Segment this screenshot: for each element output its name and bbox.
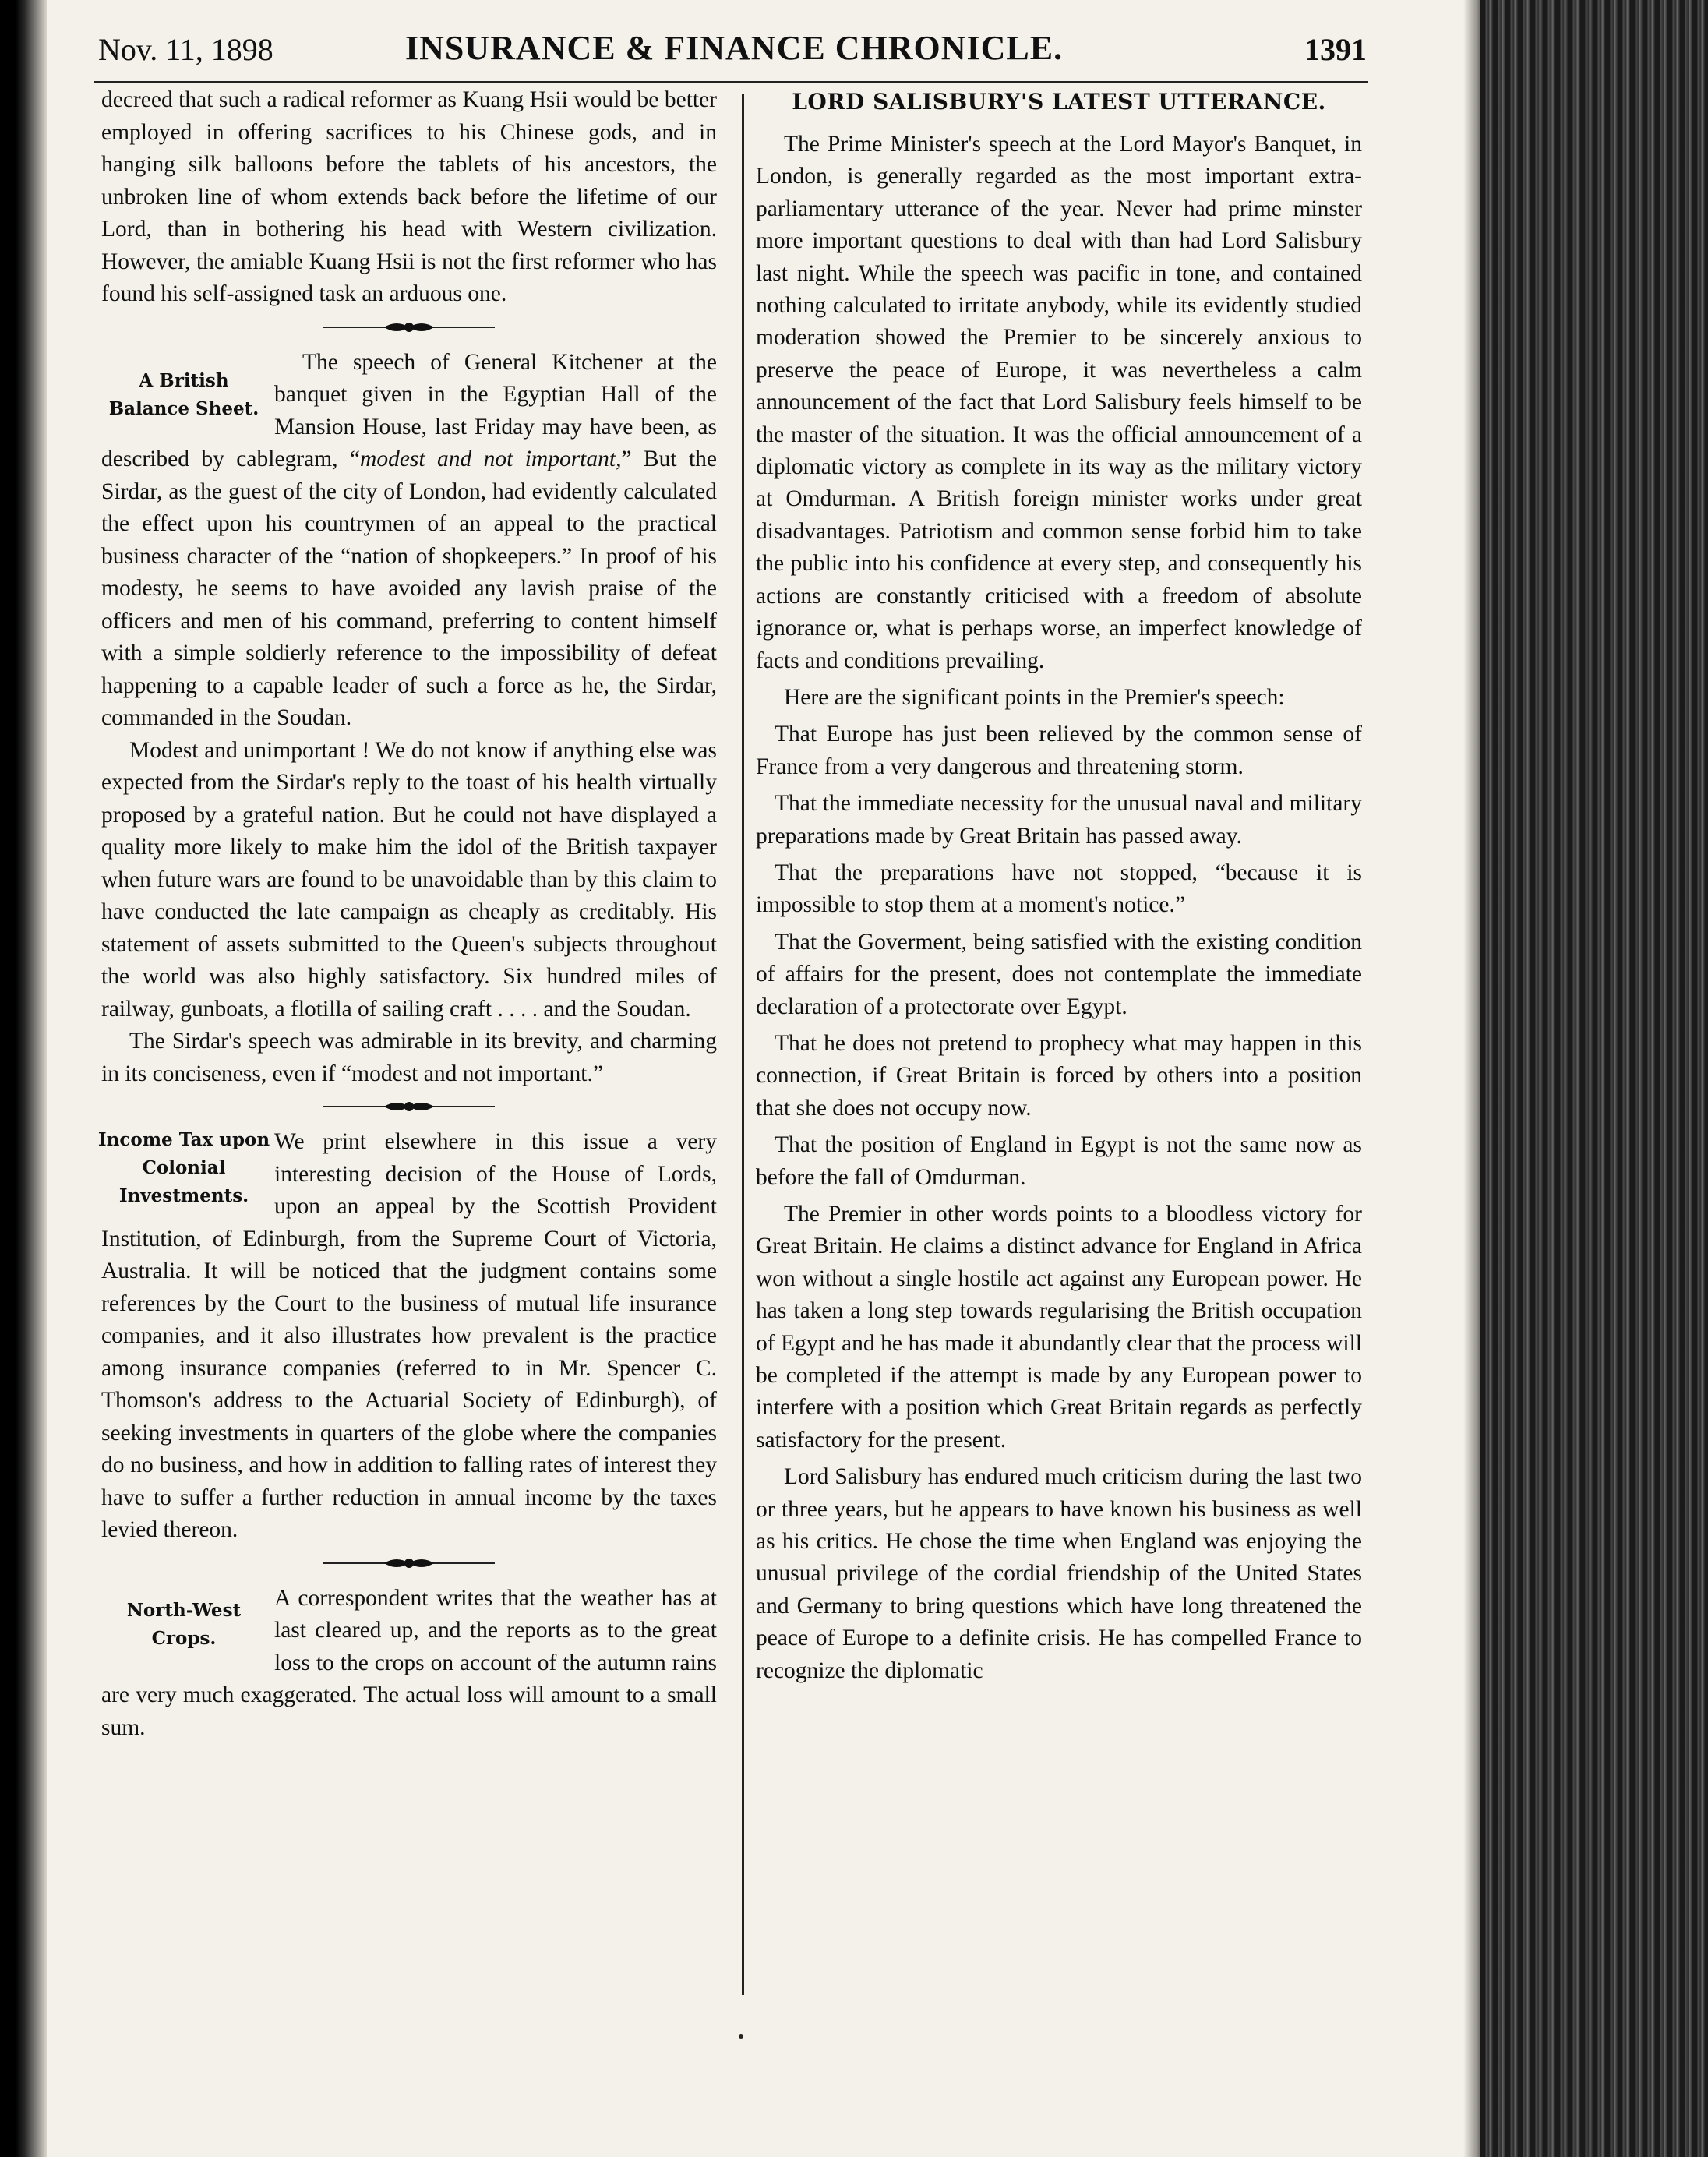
side-heading-british-balance-sheet: A British Balance Sheet. xyxy=(108,369,259,419)
issue-date: Nov. 11, 1898 xyxy=(98,32,273,67)
speech-point: That the immediate necessity for the unusual naval and military preparations made by Great Britain has passed away. xyxy=(756,791,1362,849)
page-number: 1391 xyxy=(1304,32,1367,67)
column-rule xyxy=(742,94,744,1995)
publication-title: INSURANCE & FINANCE CHRONICLE. xyxy=(405,29,1064,67)
ornament-divider-icon xyxy=(101,311,717,347)
side-heading-income-tax: Income Tax upon Colonial Investments. xyxy=(97,1129,270,1206)
intro-paragraph: decreed that such a radical reformer as Kuang Hsii would be better employed in offering sacrifices to his Chinese gods, and in hanging silk balloons before the tablets of his ancestors, the unbroken line of whom extends back before the lifetime of our Lord, than in bothering his head with Western civilization. However, the amiable Kuang Hsii is not the first reformer who has found his self-assigned task an arduous one. xyxy=(101,87,717,306)
speech-point: That the preparations have not stopped, “because it is impossible to stop them at a moment's notice.” xyxy=(756,860,1362,918)
print-speck xyxy=(739,2034,743,2039)
article-paragraph-4: Lord Salisbury has endured much criticism during the last two or three years, but he appears to have known his business as well as his critics. He chose the time when England was enjoying the unusual privilege of the cordial friendship of the United States and Germany to bring questions which have long threatened the peace of Europe to a definite crisis. He has compelled France to recognize the diplomatic xyxy=(756,1464,1362,1683)
article-paragraph-2: Here are the significant points in the Premier's speech: xyxy=(784,684,1285,710)
ornament-divider-icon xyxy=(101,1090,717,1126)
speech-point: That Europe has just been relieved by the common sense of France from a very dangerous and threatening storm. xyxy=(756,722,1362,779)
balance-sheet-paragraph-1: The speech of General Kitchener at the banquet given in the Egyptian Hall of the Mansion House, last Friday may have been, as described by cablegram, “modest and not important,” But the Sirdar, as the guest of the city of London, had evidently calculated the effect upon his countrymen of an appeal to the practical business character of the “nation of shopkeepers.” In proof of his modesty, he seems to have avoided any lavish praise of the officers and men of his command, preferring to content himself with a simple soldierly reference to the impossibility of defeat happening to a capable leader of such a force as he, the Sirdar, commanded in the Soudan. xyxy=(101,349,717,730)
speech-point: That the position of England in Egypt is not the same now as before the fall of Omdurman. xyxy=(756,1132,1362,1190)
speech-point: That he does not pretend to prophecy what may happen in this connection, if Great Britain is forced by others into a position that she does not occupy now. xyxy=(756,1030,1362,1121)
speech-point: That the Goverment, being satisfied with the existing condition of affairs for the present, does not contemplate the immediate declaration of a protectorate over Egypt. xyxy=(756,929,1362,1019)
north-west-crops-section xyxy=(101,1583,717,1745)
article-paragraph-1: The Prime Minister's speech at the Lord Mayor's Banquet, in London, is generally regarded as the most important extra-parliamentary utterance of the year. Never had prime minster more important questions to deal with than had Lord Salisbury last night. While the speech was pacific in tone, and contained nothing calculated to irritate anybody, while its evidently studied moderation showed the Premier to be sincerely anxious to preserve the peace of Europe, it was nevertheless a calm announcement of the fact that Lord Salisbury feels himself to be the master of the situation. It was the official announcement of a diplomatic victory as complete in its way as the military victory at Omdurman. A British foreign minister works under great disadvantages. Patriotism and common sense forbid him to take the public into his confidence at every step, and consequently his actions are constantly criticised with a freedom of absolute ignorance or, what is perhaps worse, an imperfect knowledge of facts and conditions prevailing. xyxy=(756,132,1362,673)
page-binding-edge xyxy=(0,0,47,2157)
page-stack-edge xyxy=(1480,0,1708,2157)
header-rule xyxy=(94,81,1368,83)
right-column xyxy=(756,84,1362,1687)
north-west-crops-paragraph: A correspondent writes that the weather has at last cleared up, and the reports as to the great loss to the crops on account of the autumn rains are very much exaggerated. The actual loss will amount to a small sum. xyxy=(101,1585,717,1740)
ornament-divider-icon xyxy=(101,1547,717,1583)
article-paragraph-3: The Premier in other words points to a bloodless victory for Great Britain. He claims a distinct advance for England in Africa won without a single hostile act against any European power. He has taken a long step towards regularising the British occupation of Egypt and he has made it abundantly clear that the process will be completed if the attempt is made by any European power to interfere with a position which Great Britain regards as perfectly satisfactory for the present. xyxy=(756,1202,1362,1453)
side-heading-north-west-crops: North-West Crops. xyxy=(126,1599,242,1649)
left-column xyxy=(97,84,717,1744)
balance-sheet-paragraph-2: Modest and unimportant ! We do not know if anything else was expected from the Sirdar's reply to the toast of his health virtually proposed by a grateful nation. But he could not have displayed a quality more likely to make him the idol of the British taxpayer when future wars are found to be unavoidable than by this claim to have conducted the late campaign as cheaply as creditably. His statement of assets submitted to the Queen's subjects throughout the world was also highly satisfactory. Six hundred miles of railway, gunboats, a flotilla of sailing craft . . . . and the Soudan. xyxy=(101,737,717,1022)
british-balance-sheet-section xyxy=(101,347,717,1091)
income-tax-paragraph: We print elsewhere in this issue a very interesting decision of the House of Lords, upon an appeal by the Scottish Provident Institution, of Edinburgh, from the Supreme Court of Victoria, Australia. It will be noticed that the judgment contains some references by the Court to the business of mutual life insurance companies, and it also illustrates how prevalent is the practice among insurance companies (referred to in Mr. Spencer C. Thomson's address to the Actuarial Society of Edinburgh), of seeking investments in quarters of the globe where the companies do no business, and how in addition to falling rates of interest they have to suffer a further reduction in annual income by the taxes levied thereon. xyxy=(101,1129,717,1542)
page-header xyxy=(94,23,1367,78)
income-tax-section xyxy=(97,1126,717,1547)
balance-sheet-paragraph-3: The Sirdar's speech was admirable in its brevity, and charming in its conciseness, even if “modest and not important.” xyxy=(101,1029,717,1086)
article-title: LORD SALISBURY'S LATEST UTTERANCE. xyxy=(792,89,1326,115)
